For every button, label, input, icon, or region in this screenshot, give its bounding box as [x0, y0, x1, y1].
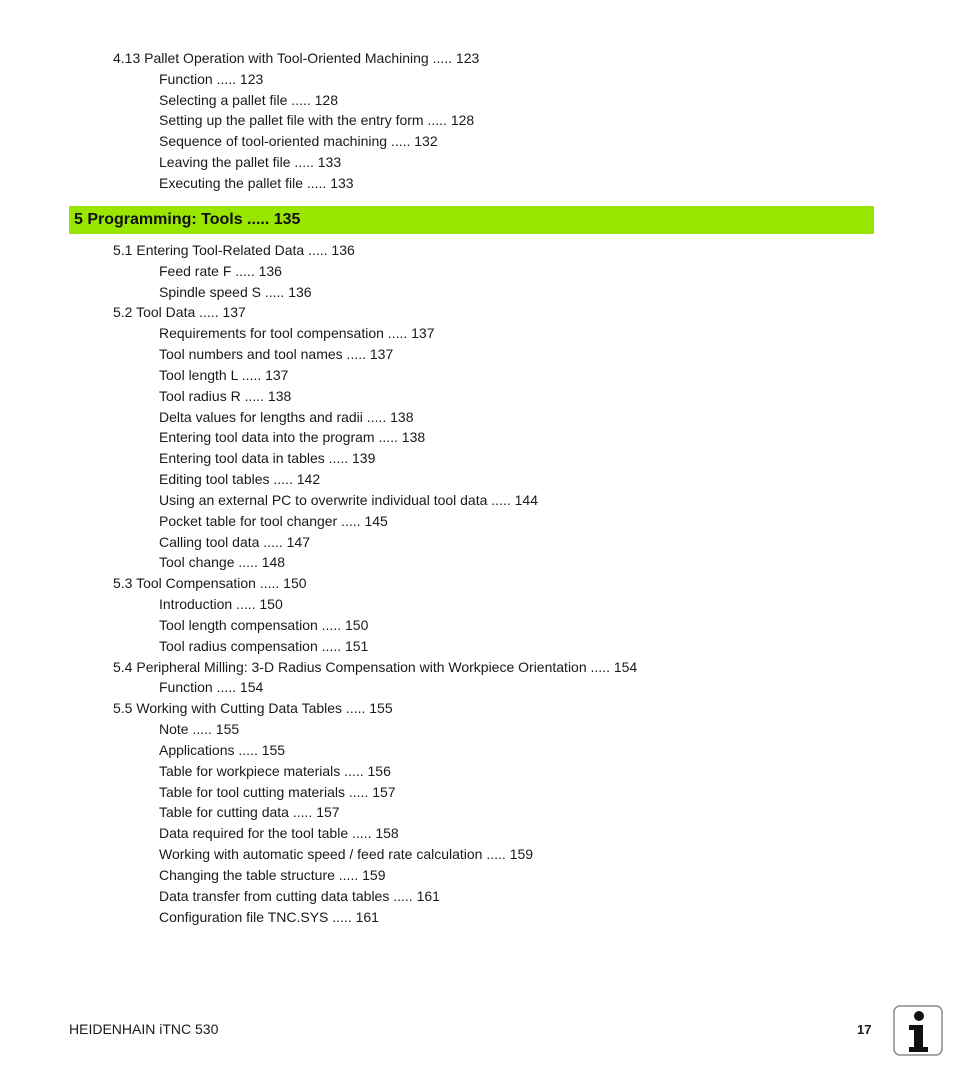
toc-section-entry[interactable]: 5.1 Entering Tool-Related Data ..... 136 [113, 242, 355, 258]
toc-subsection-entry[interactable]: Table for workpiece materials ..... 156 [159, 762, 391, 779]
toc-subsection-entry[interactable]: Configuration file TNC.SYS ..... 161 [159, 908, 379, 925]
toc-subsection-entry[interactable]: Pocket table for tool changer ..... 145 [159, 512, 388, 529]
toc-subsection-entry[interactable]: Selecting a pallet file ..... 128 [159, 91, 338, 108]
toc-subsection-entry[interactable]: Data required for the tool table ..... 158 [159, 825, 399, 842]
toc-subsection-entry[interactable]: Leaving the pallet file ..... 133 [159, 154, 342, 171]
toc-subsection-entry[interactable]: Sequence of tool-oriented machining ..... 132 [159, 133, 438, 150]
toc-subsection-entry[interactable]: Data transfer from cutting data tables ..... 161 [159, 887, 440, 904]
page-number: 17 [857, 1022, 872, 1037]
toc-subsection-entry[interactable]: Tool length L ..... 137 [159, 366, 289, 383]
toc-subsection-entry[interactable]: Feed rate F ..... 136 [159, 262, 282, 279]
toc-subsection-entry[interactable]: Calling tool data ..... 147 [159, 533, 310, 550]
toc-subsection-entry[interactable]: Delta values for lengths and radii ..... 138 [159, 408, 414, 425]
toc-subsection-entry[interactable]: Tool length compensation ..... 150 [159, 616, 369, 633]
toc-subsection-entry[interactable]: Executing the pallet file ..... 133 [159, 174, 354, 191]
toc-section-entry[interactable]: 5.2 Tool Data ..... 137 [113, 304, 246, 321]
toc-section-entry[interactable]: 5.5 Working with Cutting Data Tables ..... 155 [113, 700, 393, 717]
toc-subsection-entry[interactable]: Table for cutting data ..... 157 [159, 804, 340, 821]
toc-subsection-entry[interactable]: Requirements for tool compensation ..... 137 [159, 325, 435, 342]
toc-subsection-entry[interactable]: Function ..... 154 [159, 679, 264, 696]
chapter-title[interactable]: 5 Programming: Tools ..... 135 [74, 211, 301, 228]
toc-subsection-entry[interactable]: Changing the table structure ..... 159 [159, 866, 386, 883]
toc-subsection-entry[interactable]: Table for tool cutting materials ..... 157 [159, 783, 396, 800]
toc-subsection-entry[interactable]: Applications ..... 155 [159, 741, 286, 758]
toc-subsection-entry[interactable]: Tool numbers and tool names ..... 137 [159, 346, 394, 363]
toc-subsection-entry[interactable]: Working with automatic speed / feed rate calculation ..... 159 [159, 846, 534, 863]
toc-subsection-entry[interactable]: Setting up the pallet file with the entry form ..... 128 [159, 112, 475, 129]
toc-subsection-entry[interactable]: Entering tool data into the program ..... 138 [159, 429, 426, 446]
toc-section-entry[interactable]: 5.4 Peripheral Milling: 3-D Radius Compensation with Workpiece Orientation ..... 154 [113, 658, 638, 675]
toc-subsection-entry[interactable]: Note ..... 155 [159, 721, 240, 738]
toc-subsection-entry[interactable]: Introduction ..... 150 [159, 596, 283, 613]
toc-subsection-entry[interactable]: Editing tool tables ..... 142 [159, 471, 321, 488]
info-icon [893, 1005, 943, 1056]
chapter-heading-bar [69, 206, 874, 234]
toc-subsection-entry[interactable]: Spindle speed S ..... 136 [159, 283, 312, 300]
toc-subsection-entry[interactable]: Function ..... 123 [159, 70, 264, 87]
toc-subsection-entry[interactable]: Tool change ..... 148 [159, 554, 286, 571]
toc-subsection-entry[interactable]: Tool radius compensation ..... 151 [159, 637, 369, 654]
toc-subsection-entry[interactable]: Tool radius R ..... 138 [159, 387, 292, 404]
toc-subsection-entry[interactable]: Using an external PC to overwrite individual tool data ..... 144 [159, 491, 538, 508]
footer-product-name: HEIDENHAIN iTNC 530 [69, 1021, 219, 1037]
toc-subsection-entry[interactable]: Entering tool data in tables ..... 139 [159, 450, 376, 467]
toc-section-entry[interactable]: 4.13 Pallet Operation with Tool-Oriented Machining ..... 123 [113, 50, 480, 66]
toc-section-entry[interactable]: 5.3 Tool Compensation ..... 150 [113, 575, 307, 592]
